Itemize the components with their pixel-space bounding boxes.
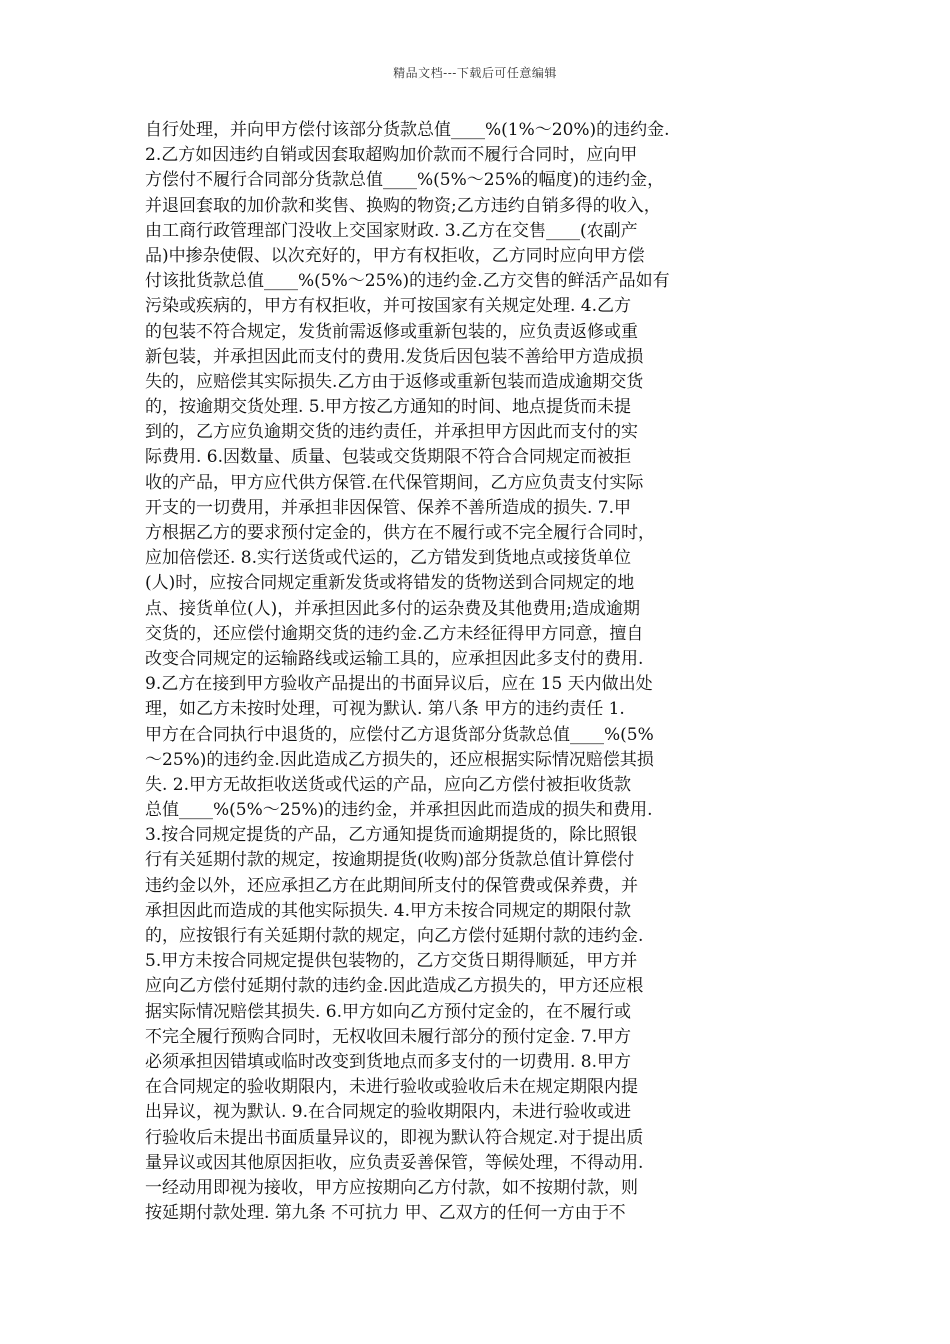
text-line: 行有关延期付款的规定，按逾期提货(收购)部分货款总值计算偿付 bbox=[145, 850, 635, 871]
text-line: 在合同规定的验收期限内，未进行验收或验收后未在规定期限内提 bbox=[145, 1077, 638, 1098]
text-line: 自行处理，并向甲方偿付该部分货款总值____%(1%～20%)的违约金. bbox=[145, 120, 670, 140]
text-line: 污染或疾病的，甲方有权拒收，并可按国家有关规定处理. 4.乙方 bbox=[145, 296, 632, 317]
text-line: 收的产品，甲方应代供方保管.在代保管期间，乙方应负责支付实际 bbox=[145, 472, 644, 493]
text-line: 际费用. 6.因数量、质量、包装或交货期限不符合合同规定而被拒 bbox=[145, 447, 632, 468]
text-line: 5.甲方未按合同规定提供包装物的，乙方交货日期得顺延，甲方并 bbox=[145, 951, 638, 972]
text-line: 违约金以外，还应承担乙方在此期间所支付的保管费或保养费，并 bbox=[145, 875, 638, 896]
text-line: 交货的，还应偿付逾期交货的违约金.乙方未经征得甲方同意，擅自 bbox=[145, 623, 644, 644]
text-line: 付该批货款总值____%(5%～25%)的违约金.乙方交售的鲜活产品如有 bbox=[145, 271, 670, 292]
text-line: 的包装不符合规定，发货前需返修或重新包装的，应负责返修或重 bbox=[145, 321, 638, 342]
text-line: 甲方在合同执行中退货的，应偿付乙方退货部分货款总值____%(5% bbox=[145, 724, 654, 745]
text-line: 的，按逾期交货处理. 5.甲方按乙方通知的时间、地点提货而未提 bbox=[145, 397, 632, 418]
text-line: 点、接货单位(人)，并承担因此多付的运杂费及其他费用;造成逾期 bbox=[145, 598, 640, 619]
text-line: 量异议或因其他原因拒收，应负责妥善保管，等候处理，不得动用. bbox=[145, 1152, 644, 1173]
text-line: 开支的一切费用，并承担非因保管、保养不善所造成的损失. 7.甲 bbox=[145, 497, 632, 518]
text-line: 承担因此而造成的其他实际损失. 4.甲方未按合同规定的期限付款 bbox=[145, 900, 632, 921]
text-line: 失. 2.甲方无故拒收送货或代运的产品，应向乙方偿付被拒收货款 bbox=[145, 774, 632, 795]
text-line: 按延期付款处理. 第九条 不可抗力 甲、乙双方的任何一方由于不 bbox=[145, 1203, 626, 1224]
text-line: 9.乙方在接到甲方验收产品提出的书面异议后，应在 15 天内做出处 bbox=[145, 674, 653, 695]
text-line: 总值____%(5%～25%)的违约金，并承担因此而造成的损失和费用. bbox=[145, 800, 653, 821]
text-line: (人)时，应按合同规定重新发货或将错发的货物送到合同规定的地 bbox=[145, 573, 635, 594]
text-line: 3.按合同规定提货的产品，乙方通知提货而逾期提货的，除比照银 bbox=[145, 825, 638, 846]
text-line: 方根据乙方的要求预付定金的，供方在不履行或不完全履行合同时， bbox=[145, 523, 655, 543]
text-line: 行验收后未提出书面质量异议的，即视为默认符合规定.对于提出质 bbox=[145, 1127, 644, 1148]
text-line: 一经动用即视为接收，甲方应按期向乙方付款，如不按期付款，则 bbox=[145, 1177, 638, 1198]
body-text bbox=[145, 118, 815, 1226]
text-line: 据实际情况赔偿其损失. 6.甲方如向乙方预付定金的，在不履行或 bbox=[145, 1001, 632, 1022]
text-line: 理，如乙方未按时处理，可视为默认. 第八条 甲方的违约责任 1. bbox=[145, 699, 625, 720]
text-line: ～25%)的违约金.因此造成乙方损失的，还应根据实际情况赔偿其损 bbox=[145, 749, 654, 770]
page-header: 精品文档---下载后可任意编辑 bbox=[393, 66, 557, 80]
text-line: 方偿付不履行合同部分货款总值____%(5%～25%的幅度)的违约金， bbox=[145, 170, 665, 191]
text-line: 出异议，视为默认. 9.在合同规定的验收期限内，未进行验收或进 bbox=[145, 1102, 632, 1123]
text-line: 到的，乙方应负逾期交货的违约责任，并承担甲方因此而支付的实 bbox=[145, 422, 638, 443]
text-line: 应向乙方偿付延期付款的违约金.因此造成乙方损失的，甲方还应根 bbox=[145, 976, 644, 997]
text-line: 必须承担因错填或临时改变到货地点而多支付的一切费用. 8.甲方 bbox=[145, 1051, 632, 1072]
text-line: 失的，应赔偿其实际损失.乙方由于返修或重新包装而造成逾期交货 bbox=[145, 371, 644, 392]
text-line: 由工商行政管理部门没收上交国家财政. 3.乙方在交售____(农副产 bbox=[145, 220, 638, 241]
text-line: 2.乙方如因违约自销或因套取超购加价款而不履行合同时，应向甲 bbox=[145, 145, 638, 166]
text-line: 改变合同规定的运输路线或运输工具的，应承担因此多支付的费用. bbox=[145, 648, 644, 669]
text-line: 应加倍偿还. 8.实行送货或代运的，乙方错发到货地点或接货单位 bbox=[145, 548, 632, 569]
text-line: 并退回套取的加价款和奖售、换购的物资;乙方违约自销多得的收入， bbox=[145, 195, 661, 216]
text-line: 不完全履行预购合同时，无权收回未履行部分的预付定金. 7.甲方 bbox=[145, 1026, 632, 1047]
text-line: 品)中掺杂使假、以次充好的，甲方有权拒收，乙方同时应向甲方偿 bbox=[145, 245, 645, 266]
text-line: 的，应按银行有关延期付款的规定，向乙方偿付延期付款的违约金. bbox=[145, 926, 644, 946]
text-line: 新包装，并承担因此而支付的费用.发货后因包装不善给甲方造成损 bbox=[145, 346, 644, 367]
